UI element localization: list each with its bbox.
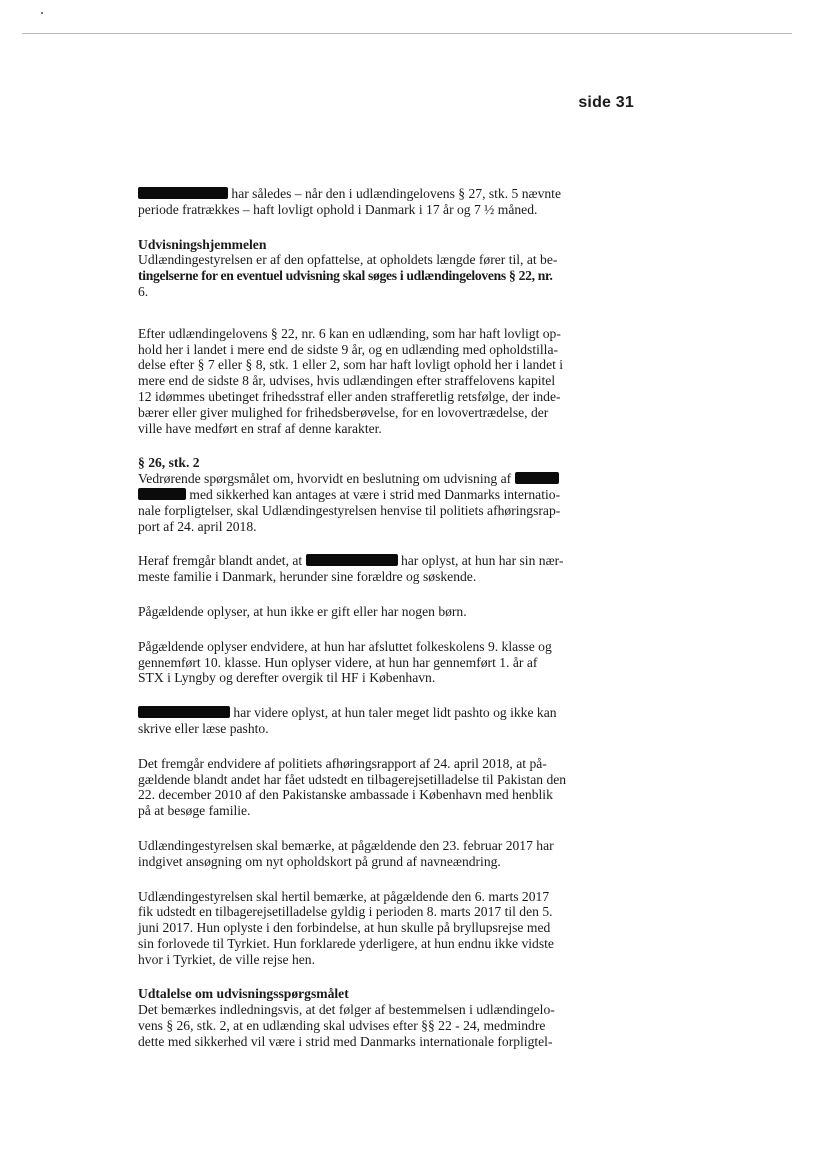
text-line: har således – når den i udlændingelovens § 27, stk. 5 nævnte [228,186,561,201]
text-line: 6. [138,283,149,299]
text-line: bærer eller giver mulighed for frihedsberøvelse, for en lovovertrædelse, der [138,404,549,420]
text-line: port af 24. april 2018. [138,518,257,534]
text-line: har oplyst, at hun har sin nær- [397,553,564,569]
redaction-bar [138,706,230,718]
text-line: Vedrørende spørgsmålet om, hvorvidt en beslutning om udvisning af [138,471,515,487]
text-line: sin forlovede til Tyrkiet. Hun forklarede yderligere, at hun endnu ikke vidste [138,935,554,951]
text-line: fik udstedt en tilbagerejsetilladelse gyldig i perioden 8. marts 2017 til den 5. [138,904,553,920]
text-line: Efter udlændingelovens § 22, nr. 6 kan en udlænding, som har haft lovligt op- [138,325,561,341]
text-line: hvor i Tyrkiet, de ville rejse hen. [138,951,315,967]
text-line: periode fratrækkes – haft lovligt ophold i Danmark i 17 år og 7 ½ måned. [138,201,538,217]
text-line: gennemført 10. klasse. Hun oplyser videre, at hun har gennemført 1. år af [138,654,538,670]
section-heading: Udvisningshjemmelen [138,236,267,252]
text-line: 12 idømmes ubetinget frihedsstraf eller anden strafferetlig retsfølge, der inde- [138,388,561,404]
text-line: 22. december 2010 af den Pakistanske ambassade i København med henblik [138,787,553,803]
paragraph-familie [138,553,586,585]
text-line: gældende blandt andet har fået udstedt en tilbagerejsetilladelse til Pakistan den [138,771,567,787]
document-body [138,186,586,1069]
text-line: STX i Lyngby og derefter overgik til HF i København. [138,670,436,686]
text-line: skrive eller læse pashto. [138,720,269,736]
paragraph-paragraf-22 [138,326,586,437]
text-line: indgivet ansøgning om nyt opholdskort på grund af navneændring. [138,853,501,869]
text-line: juni 2017. Hun oplyste i den forbindelse, at hun skulle på bryllupsrejse med [138,920,551,936]
text-line: med sikkerhed kan antages at være i strid med Danmarks internatio- [186,486,561,502]
text-line: Pågældende oplyser endvidere, at hun har afsluttet folkeskolens 9. klasse og [138,638,552,654]
paragraph-udvisningshjemmelen [138,237,586,300]
text-line: mere end de sidste 8 år, udvises, hvis udlændingen efter straffelovens kapitel [138,373,556,389]
text-line: har videre oplyst, at hun taler meget lidt pashto og ikke kan [230,705,557,721]
scan-speck [41,12,43,14]
paragraph-tilbagerejse-2017 [138,889,586,968]
paragraph-gift [138,604,586,620]
text-line: Det bemærkes indledningsvis, at det følger af bestemmelsen i udlændingelo- [138,1002,555,1018]
page-number: side 31 [578,94,634,111]
paragraph-pashto [138,705,586,737]
text-line: dette med sikkerhed vil være i strid med Danmarks internationale forpligtel- [138,1033,553,1049]
text-line: delse efter § 7 eller § 8, stk. 1 eller 2, som har haft lovligt ophold her i landet i [138,357,564,373]
redaction-bar [306,554,398,566]
section-heading: § 26, stk. 2 [138,455,200,471]
text-line: på at besøge familie. [138,803,251,819]
paragraph-udtalelse [138,986,586,1049]
text-line: tingelserne for en eventuel udvisning skal søges i udlændingelovens § 22, nr. [138,268,553,284]
paragraph-navneaendring [138,838,586,870]
paragraph-paragraf-26 [138,455,586,534]
text-line: meste familie i Danmark, herunder sine forældre og søskende. [138,569,477,585]
section-heading: Udtalelse om udvisningsspørgsmålet [138,986,349,1002]
paragraph-tilbagerejse-2010 [138,756,586,819]
redaction-bar [138,488,186,500]
text-line: vens § 26, stk. 2, at en udlænding skal udvises efter §§ 22 - 24, medmindre [138,1018,546,1034]
top-rule [22,33,792,34]
paragraph-intro [138,186,586,218]
text-line: Pågældende oplyser, at hun ikke er gift eller har nogen børn. [138,603,467,619]
text-line: Udlændingestyrelsen skal bemærke, at pågældende den 23. februar 2017 har [138,837,554,853]
text-line: Det fremgår endvidere af politiets afhøringsrapport af 24. april 2018, at på- [138,755,547,771]
text-line: ville have medført en straf af denne karakter. [138,420,382,436]
text-line: hold her i landet i mere end de sidste 9 år, og en udlænding med opholdstilla- [138,341,559,357]
text-line: Udlændingestyrelsen er af den opfattelse, at opholdets længde fører til, at be- [138,252,558,268]
text-line: Udlændingestyrelsen skal hertil bemærke, at pågældende den 6. marts 2017 [138,888,550,904]
redaction-bar [515,472,559,484]
paragraph-skole [138,639,586,686]
redaction-bar [138,187,228,199]
text-line: Heraf fremgår blandt andet, at [138,553,306,569]
text-line: nale forpligtelser, skal Udlændingestyrelsen henvise til politiets afhøringsrap- [138,502,561,518]
